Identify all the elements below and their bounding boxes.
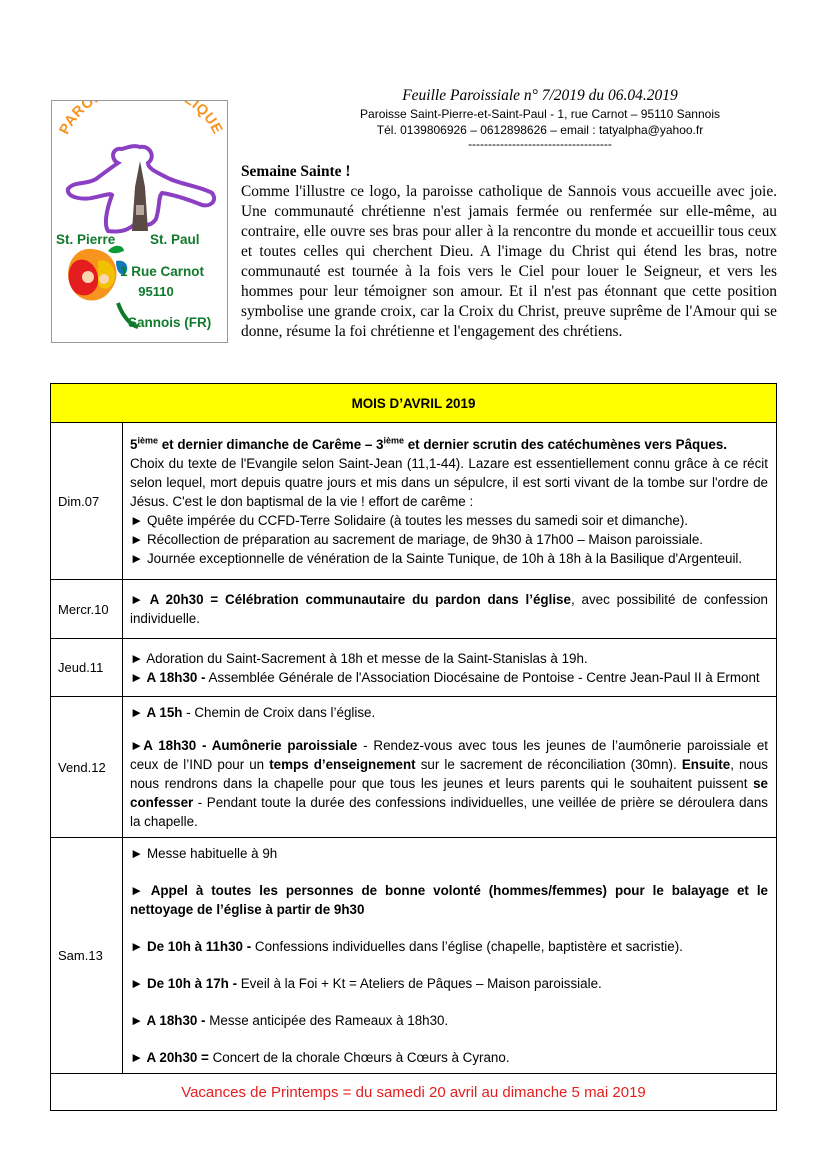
- table-row: [51, 838, 777, 1074]
- day-content: [123, 838, 777, 1074]
- table-row: [51, 697, 777, 838]
- list-item: ►A 18h30 - Aumônerie paroissiale - Rendez-vous avec tous les jeunes de l’aumônerie paroissiale et ceux de l’IND pour un temps d’enseignement sur le sacrement de réconciliation (30mn). Ensuite, nous nous rendrons dans la chapelle pour que tous les jeunes et leurs parents qui le souhaitent puissent se confesser - Pendant toute la durée des confessions individuelles, une veillée de prière se déroulera dans la chapelle.: [130, 738, 769, 829]
- list-item: ► Appel à toutes les personnes de bonne volonté (hommes/femmes) pour le balayage et le nettoyage de l’église à partir de 9h30: [130, 883, 768, 917]
- intro-heading: Semaine Sainte !: [241, 163, 351, 180]
- table-row: [51, 580, 777, 639]
- logo-address1: 1 Rue Carnot: [120, 264, 205, 279]
- month-title: MOIS D’AVRIL 2019: [51, 384, 777, 423]
- schedule-table: [50, 383, 777, 1111]
- logo-city: Sannois (FR): [128, 315, 212, 330]
- table-row: [51, 639, 777, 697]
- parish-address: Paroisse Saint-Pierre-et-Saint-Paul - 1, rue Carnot – 95110 Sannois: [360, 107, 720, 121]
- day-content: [123, 423, 777, 580]
- newsletter-header: [240, 86, 780, 150]
- church-spire-icon: [132, 161, 148, 231]
- logo-left-name: St. Pierre: [56, 232, 116, 247]
- footer-row: [51, 1074, 777, 1111]
- list-item: ► A 20h30 = Concert de la chorale Chœurs à Cœurs à Cyrano.: [130, 1050, 510, 1065]
- parish-contact: Tél. 0139806926 – 0612898626 – email : tatyalpha@yahoo.fr: [376, 123, 704, 137]
- logo-arc-text: PARO IQUE: [56, 101, 226, 138]
- list-item: ► Quête impérée du CCFD-Terre Solidaire (à toutes les messes du samedi soir et dimanche).: [130, 512, 689, 528]
- list-item: ► Journée exceptionnelle de vénération de la Sainte Tunique, de 10h à 18h à la Basilique d'Argenteuil.: [130, 550, 743, 566]
- list-item: ► Messe habituelle à 9h: [130, 846, 278, 861]
- list-item: ► Adoration du Saint-Sacrement à 18h et messe de la Saint-Stanislas à 19h.: [130, 650, 588, 666]
- month-row: [51, 384, 777, 423]
- day-content: [123, 697, 777, 838]
- table-row: [51, 423, 777, 580]
- day-label: Vend.12: [51, 697, 123, 838]
- day-label: Mercr.10: [51, 580, 123, 639]
- newsletter-title: Feuille Paroissiale n° 7/2019 du 06.04.2019: [402, 87, 678, 104]
- day-content: [123, 639, 777, 697]
- intro-text: Comme l'illustre ce logo, la paroisse catholique de Sannois vous accueille avec joie. Une communauté chrétienne n'est jamais fermée ou renfermée sur elle-même, au contraire, elle ouvre ses bras pour aller à la rencontre du monde et accueillir tous ceux et toutes celles qui cherchent Dieu. A l'image du Christ qui étend les bras, notre communauté est tournée à la fois vers le Ciel pour louer le Seigneur, et vers les hommes pour leur témoigner son amour. Et il n'est pas étonnant que cette position symbolise une grande croix, car la Croix du Christ, preuve suprême de l'Amour qui se donne, résume la foi chrétienne et l'engagement des chrétiens.: [241, 183, 777, 340]
- list-item: ► De 10h à 17h - Eveil à la Foi + Kt = Ateliers de Pâques – Maison paroissiale.: [130, 976, 602, 991]
- logo-graphic: [52, 101, 227, 342]
- logo-right-name: St. Paul: [150, 232, 200, 247]
- holiday-notice: Vacances de Printemps = du samedi 20 avril au dimanche 5 mai 2019: [51, 1074, 777, 1111]
- mer-text: ► A 20h30 = Célébration communautaire du pardon dans l’église, avec possibilité de confession individuelle.: [130, 592, 768, 626]
- day-label: Dim.07: [51, 423, 123, 580]
- intro-section: [241, 162, 777, 342]
- parish-logo: [51, 100, 228, 343]
- day-label: Sam.13: [51, 838, 123, 1074]
- day-label: Jeud.11: [51, 639, 123, 697]
- logo-postcode: 95110: [138, 284, 174, 299]
- day-content: [123, 580, 777, 639]
- header-divider: ------------------------------------: [468, 137, 612, 151]
- list-item: ► De 10h à 11h30 - Confessions individuelles dans l’église (chapelle, baptistère et sacristie).: [130, 939, 683, 954]
- list-item: ► A 18h30 - Assemblée Générale de l'Association Diocésaine de Pontoise - Centre Jean-Paul II à Ermont: [130, 669, 760, 685]
- list-item: ► A 15h - Chemin de Croix dans l’église.: [130, 705, 376, 720]
- fruit-heart-icon: [68, 246, 127, 301]
- svg-text:PAROISSE CATHOLIQUE: [57, 101, 226, 137]
- list-item: ► Récollection de préparation au sacrement de mariage, de 9h30 à 17h00 – Maison paroissiale.: [130, 531, 704, 547]
- dim-text: Choix du texte de l'Evangile selon Saint-Jean (11,1-44). Lazare est essentiellement connu grâce à ce récit selon lequel, mort depuis quatre jours et mis dans un sépulcre, il est sorti vivant de la tombe sur l'ordre de Jésus. C'est le don baptismal de la vie ! effort de carême :: [130, 455, 768, 509]
- list-item: ► A 18h30 - Messe anticipée des Rameaux à 18h30.: [130, 1013, 449, 1028]
- dim-heading: 5ième et dernier dimanche de Carême – 3ième et dernier scrutin des catéchumènes vers Pâques.: [130, 435, 728, 452]
